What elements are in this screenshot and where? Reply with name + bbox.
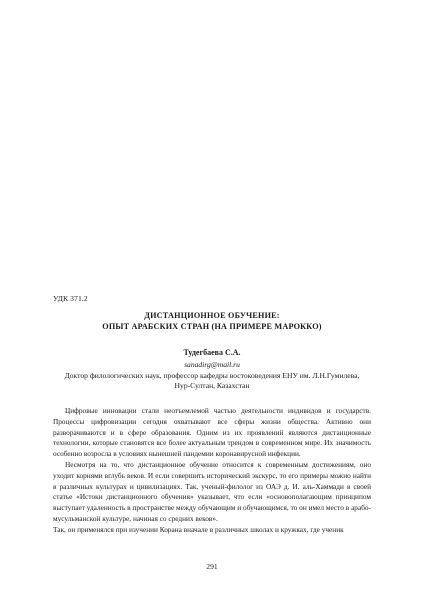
author-affiliation [53, 360, 371, 392]
title-line-2: ОПЫТ АРАБСКИХ СТРАН (НА ПРИМЕРЕ МАРОККО) [102, 321, 322, 331]
author-position: Доктор филологических наук, профессор кафедры востоковедения ЕНУ им. Л.Н.Гумилева, [64, 370, 360, 380]
title-line-1: ДИСТАНЦИОННОЕ ОБУЧЕНИЕ: [144, 311, 280, 320]
author-email: sanadirg@mail.ru [184, 360, 240, 369]
page-number: 291 [206, 562, 218, 571]
udk-code: УДК 371.2 [53, 294, 88, 303]
article-title [53, 311, 371, 333]
paragraph-3: Так, он применялся при изучении Корана вначале в различных школах и кружках, где ученик [53, 524, 344, 534]
article-body [53, 406, 371, 536]
author-location: Нур-Султан, Казахстан [174, 381, 250, 391]
paragraph-1: Цифровые инновации стали неотъемлемой частью деятельности индивидов и государств. Процессы цифровизации сегодня охватывают все сферы жизни общества. Активно они разворачиваются и в сфере образования. Одним из их проявлений являются дистанционные технологии, которые становятся все более актуальным трендом в современном мире. Их значимость особенно возросла в условиях нынешней пандемии коронавирусной инфекции. [53, 406, 371, 459]
paragraph-2: Несмотря на то, что дистанционное обучение относится к современным достижениям, оно уходит корнями вглубь веков. И если совершить исторический экскурс, то его примеры можно найти в различных культурах и цивилизациях. Так, ученый-филолог из ОАЭ д. И. аль-Хаммади в своей статье «Истоки дистанционного обучения» указывает, что если «основополагающим принципом выступает удаленность в пространстве между обучающим и обучающимся, то он имел место в арабо-мусульманской культуре, начиная со средних веков». [53, 459, 371, 523]
author-name: Тудегбаева С.А. [183, 348, 241, 357]
